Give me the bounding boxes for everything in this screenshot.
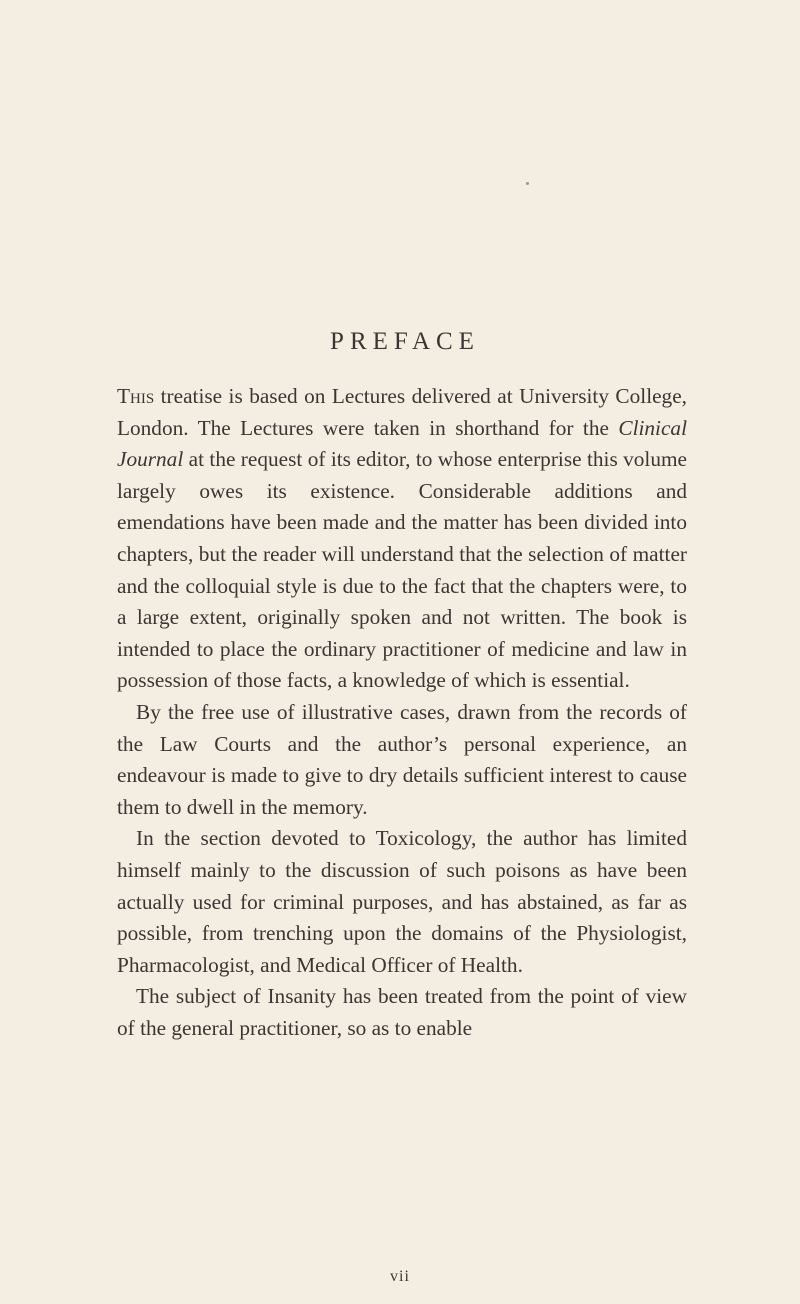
paper-speck	[526, 182, 529, 185]
paragraph-4: The subject of Insanity has been treated from the point of view of the general practitioner, so as to enable	[117, 984, 687, 1040]
lead-word: This	[117, 384, 155, 408]
paragraph-1-text-a: treatise is based on Lectures delivered at University College, London. The Lectures were taken in shorthand for the	[117, 384, 687, 440]
paragraph-1	[117, 381, 687, 697]
page-number: vii	[390, 1268, 410, 1285]
paragraph-1-text-b: at the request of its editor, to whose enterprise this volume largely owes its existence. Considerable additions and emendations have been made and the matter has been divided into chapters, but the reader will understand that the selection of matter and the colloquial style is due to the fact that the chapters were, to a large extent, originally spoken and not written. The book is intended to place the ordinary practitioner of medicine and law in possession of those facts, a knowledge of which is essential.	[117, 447, 687, 693]
journal-title: Clinical Journal	[117, 415, 687, 472]
page-heading: PREFACE	[330, 328, 480, 355]
paragraph-2: By the free use of illustrative cases, drawn from the records of the Law Courts and the author’s personal experience, an endeavour is made to give to dry details sufficient interest to cause them to dwell in the memory.	[117, 699, 687, 819]
preface-body	[117, 381, 687, 1044]
paragraph-3: In the section devoted to Toxicology, the author has limited himself mainly to the discussion of such poisons as have been actually used for criminal purposes, and has abstained, as far as possible, from trenching upon the domains of the Physiologist, Pharmacologist, and Medical Officer of Health.	[117, 826, 687, 977]
